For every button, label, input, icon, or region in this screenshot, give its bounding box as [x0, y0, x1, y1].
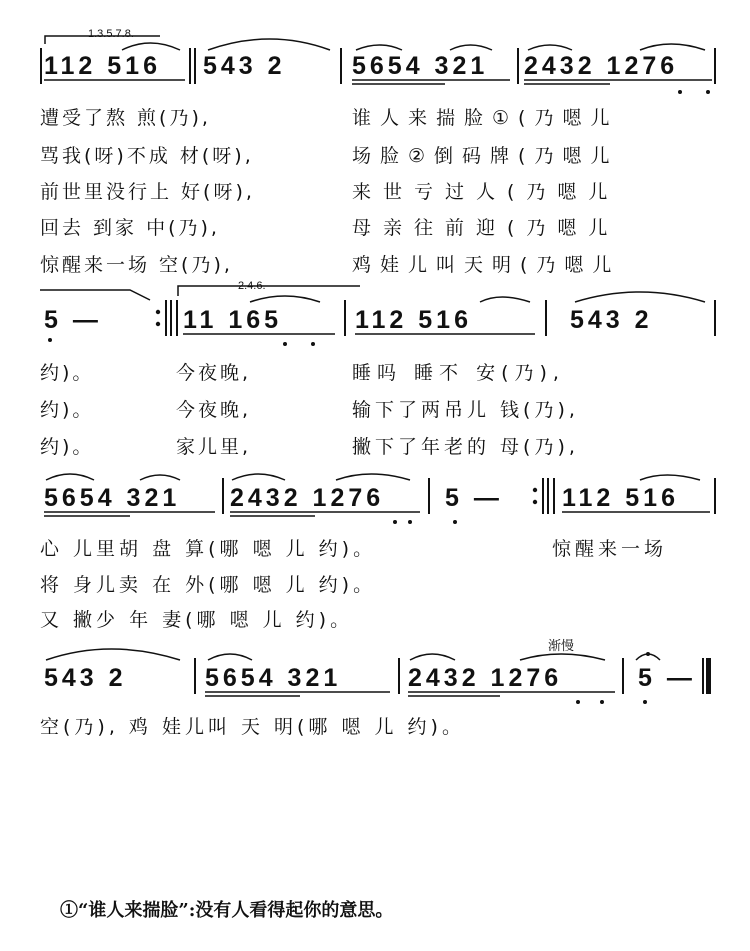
measure-9: 5654 321 — [44, 484, 181, 512]
lyric-line: 母亲往前迎(乃嗯儿 — [352, 217, 620, 239]
lyric-line: 今夜晚, — [176, 362, 252, 384]
lyric-line: 来世亏过人(乃嗯儿 — [352, 181, 620, 203]
measure-3: 5654 321 — [352, 52, 489, 80]
lyric-line: 约)。 — [40, 399, 95, 421]
lyric-line: 惊醒来一场 — [552, 538, 668, 560]
measure-10: 2432 1276 — [230, 484, 385, 512]
lyric-line: 鸡娃儿叫天明(乃嗯儿 — [352, 254, 621, 276]
lyric-line: 骂我(呀)不成 材(呀), — [40, 145, 254, 167]
lyric-line: 谁人来揣脸①(乃嗯儿 — [352, 107, 619, 129]
lyric-line: 空(乃), 鸡 娃儿叫 天 明(哪 嗯 儿 约)。 — [40, 716, 465, 738]
lyric-line: 家儿里, — [176, 436, 252, 458]
lyric-line: 场脸②倒码牌(乃嗯儿 — [352, 145, 619, 167]
lyric-line: 前世里没行上 好(呀), — [40, 181, 255, 203]
measure-16: 5 — — [638, 664, 696, 692]
measure-7: 112 516 — [355, 306, 472, 334]
lyric-line: 惊醒来一场 空(乃), — [40, 254, 233, 276]
measure-4: 2432 1276 — [524, 52, 679, 80]
measure-13: 543 2 — [44, 664, 127, 692]
lyric-line: 今夜晚, — [176, 399, 252, 421]
footnote: ①“谁人来揣脸”:没有人看得起你的意思。 — [60, 900, 394, 921]
lyric-line: 约)。 — [40, 362, 95, 384]
lyric-line: 心 儿里胡 盘 算(哪 嗯 儿 约)。 — [40, 538, 377, 560]
tempo-mark: 渐慢 — [548, 639, 575, 654]
measure-12: 112 516 — [562, 484, 679, 512]
measure-14: 5654 321 — [205, 664, 342, 692]
measure-5: 5 — — [44, 306, 102, 334]
lyric-line: 将 身儿卖 在 外(哪 嗯 儿 约)。 — [40, 574, 377, 596]
volta-1-label: 1.3.5.7.8. — [88, 28, 134, 40]
measure-2: 543 2 — [203, 52, 286, 80]
lyric-line: 又 撇少 年 妻(哪 嗯 儿 约)。 — [40, 609, 354, 631]
lyric-line: 约)。 — [40, 436, 95, 458]
volta-2-label: 2.4.6. — [238, 280, 266, 292]
lyric-line: 撇下了年老的 母(乃), — [352, 436, 579, 458]
lyric-line: 遭受了熬 煎(乃), — [40, 107, 211, 129]
measure-6: 11 165 — [183, 306, 283, 334]
lyric-line: 输下了两吊儿 钱(乃), — [352, 399, 579, 421]
measure-11: 5 — — [445, 484, 503, 512]
measure-8: 543 2 — [570, 306, 653, 334]
lyric-line: 睡吗 睡不 安(乃), — [352, 362, 565, 384]
measure-1: 112 516 — [44, 52, 161, 80]
measure-15: 2432 1276 — [408, 664, 563, 692]
lyric-line: 回去 到家 中(乃), — [40, 217, 220, 239]
